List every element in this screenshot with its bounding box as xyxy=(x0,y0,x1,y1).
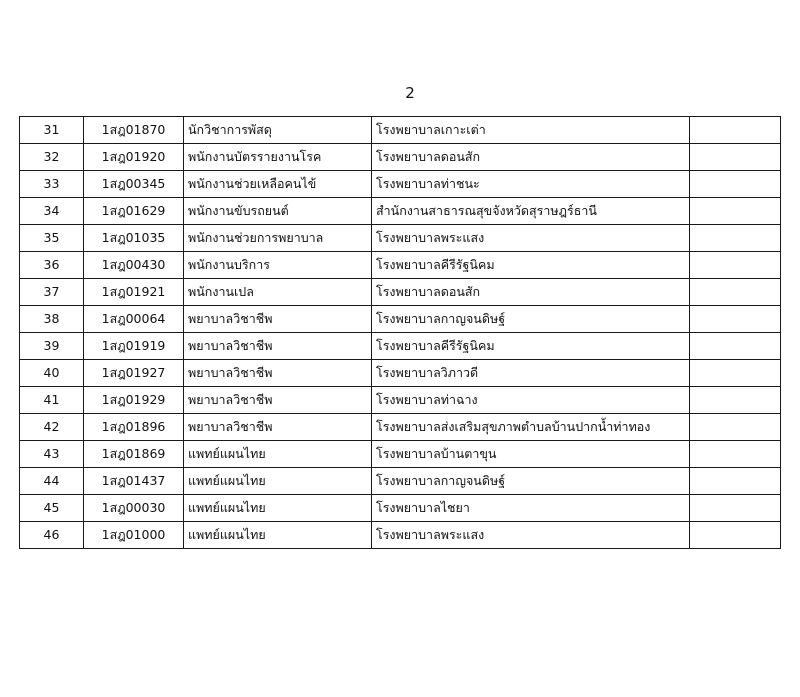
row-number-cell: 38 xyxy=(20,306,84,333)
position-title-cell: พนักงานช่วยเหลือคนไข้ xyxy=(184,171,372,198)
remarks-cell xyxy=(690,441,781,468)
roster-table xyxy=(19,116,781,549)
work-unit-cell: โรงพยาบาลไชยา xyxy=(372,495,690,522)
table-row xyxy=(20,225,781,252)
table-row xyxy=(20,198,781,225)
roster-table-body xyxy=(20,117,781,549)
work-unit-cell: โรงพยาบาลคีรีรัฐนิคม xyxy=(372,333,690,360)
position-title-cell: พนักงานช่วยการพยาบาล xyxy=(184,225,372,252)
work-unit-cell: โรงพยาบาลบ้านตาขุน xyxy=(372,441,690,468)
row-number-cell: 33 xyxy=(20,171,84,198)
position-code-cell: 1สฎ00030 xyxy=(84,495,184,522)
position-code-cell: 1สฎ01869 xyxy=(84,441,184,468)
position-code-cell: 1สฎ01870 xyxy=(84,117,184,144)
position-code-cell: 1สฎ00430 xyxy=(84,252,184,279)
position-code-cell: 1สฎ01437 xyxy=(84,468,184,495)
position-code-cell: 1สฎ01927 xyxy=(84,360,184,387)
work-unit-cell: โรงพยาบาลดอนสัก xyxy=(372,279,690,306)
work-unit-cell: โรงพยาบาลพระแสง xyxy=(372,225,690,252)
position-code-cell: 1สฎ01929 xyxy=(84,387,184,414)
work-unit-cell: โรงพยาบาลท่าฉาง xyxy=(372,387,690,414)
row-number-cell: 43 xyxy=(20,441,84,468)
remarks-cell xyxy=(690,333,781,360)
position-code-cell: 1สฎ01629 xyxy=(84,198,184,225)
remarks-cell xyxy=(690,495,781,522)
position-code-cell: 1สฎ00345 xyxy=(84,171,184,198)
row-number-cell: 37 xyxy=(20,279,84,306)
position-code-cell: 1สฎ01919 xyxy=(84,333,184,360)
remarks-cell xyxy=(690,198,781,225)
remarks-cell xyxy=(690,468,781,495)
table-row xyxy=(20,279,781,306)
table-row xyxy=(20,441,781,468)
row-number-cell: 40 xyxy=(20,360,84,387)
row-number-cell: 44 xyxy=(20,468,84,495)
remarks-cell xyxy=(690,225,781,252)
work-unit-cell: สำนักงานสาธารณสุขจังหวัดสุราษฎร์ธานี xyxy=(372,198,690,225)
table-row xyxy=(20,522,781,549)
table-row xyxy=(20,387,781,414)
row-number-cell: 34 xyxy=(20,198,84,225)
remarks-cell xyxy=(690,306,781,333)
position-title-cell: พยาบาลวิชาชีพ xyxy=(184,360,372,387)
work-unit-cell: โรงพยาบาลกาญจนดิษฐ์ xyxy=(372,468,690,495)
position-title-cell: แพทย์แผนไทย xyxy=(184,441,372,468)
work-unit-cell: โรงพยาบาลดอนสัก xyxy=(372,144,690,171)
remarks-cell xyxy=(690,414,781,441)
position-title-cell: พนักงานเปล xyxy=(184,279,372,306)
row-number-cell: 42 xyxy=(20,414,84,441)
position-code-cell: 1สฎ01921 xyxy=(84,279,184,306)
position-title-cell: พยาบาลวิชาชีพ xyxy=(184,306,372,333)
table-row xyxy=(20,117,781,144)
remarks-cell xyxy=(690,117,781,144)
position-code-cell: 1สฎ01896 xyxy=(84,414,184,441)
table-row xyxy=(20,333,781,360)
table-row xyxy=(20,414,781,441)
work-unit-cell: โรงพยาบาลคีรีรัฐนิคม xyxy=(372,252,690,279)
table-row xyxy=(20,306,781,333)
row-number-cell: 32 xyxy=(20,144,84,171)
remarks-cell xyxy=(690,387,781,414)
position-title-cell: พยาบาลวิชาชีพ xyxy=(184,414,372,441)
work-unit-cell: โรงพยาบาลเกาะเต่า xyxy=(372,117,690,144)
position-title-cell: แพทย์แผนไทย xyxy=(184,468,372,495)
position-title-cell: พยาบาลวิชาชีพ xyxy=(184,387,372,414)
remarks-cell xyxy=(690,279,781,306)
work-unit-cell: โรงพยาบาลกาญจนดิษฐ์ xyxy=(372,306,690,333)
work-unit-cell: โรงพยาบาลส่งเสริมสุขภาพตำบลบ้านปากน้ำท่าทอง xyxy=(372,414,690,441)
table-row xyxy=(20,495,781,522)
table-row xyxy=(20,144,781,171)
row-number-cell: 41 xyxy=(20,387,84,414)
position-title-cell: พยาบาลวิชาชีพ xyxy=(184,333,372,360)
page-number: 2 xyxy=(405,84,415,102)
position-title-cell: พนักงานบัตรรายงานโรค xyxy=(184,144,372,171)
row-number-cell: 35 xyxy=(20,225,84,252)
work-unit-cell: โรงพยาบาลพระแสง xyxy=(372,522,690,549)
remarks-cell xyxy=(690,522,781,549)
remarks-cell xyxy=(690,171,781,198)
position-title-cell: พนักงานบริการ xyxy=(184,252,372,279)
row-number-cell: 39 xyxy=(20,333,84,360)
remarks-cell xyxy=(690,144,781,171)
row-number-cell: 46 xyxy=(20,522,84,549)
work-unit-cell: โรงพยาบาลวิภาวดี xyxy=(372,360,690,387)
work-unit-cell: โรงพยาบาลท่าชนะ xyxy=(372,171,690,198)
position-code-cell: 1สฎ01035 xyxy=(84,225,184,252)
position-code-cell: 1สฎ01000 xyxy=(84,522,184,549)
position-title-cell: นักวิชาการพัสดุ xyxy=(184,117,372,144)
position-code-cell: 1สฎ01920 xyxy=(84,144,184,171)
table-row xyxy=(20,360,781,387)
row-number-cell: 45 xyxy=(20,495,84,522)
row-number-cell: 31 xyxy=(20,117,84,144)
position-title-cell: แพทย์แผนไทย xyxy=(184,522,372,549)
table-row xyxy=(20,171,781,198)
remarks-cell xyxy=(690,252,781,279)
table-row xyxy=(20,468,781,495)
row-number-cell: 36 xyxy=(20,252,84,279)
position-code-cell: 1สฎ00064 xyxy=(84,306,184,333)
position-title-cell: พนักงานขับรถยนต์ xyxy=(184,198,372,225)
table-row xyxy=(20,252,781,279)
position-title-cell: แพทย์แผนไทย xyxy=(184,495,372,522)
remarks-cell xyxy=(690,360,781,387)
